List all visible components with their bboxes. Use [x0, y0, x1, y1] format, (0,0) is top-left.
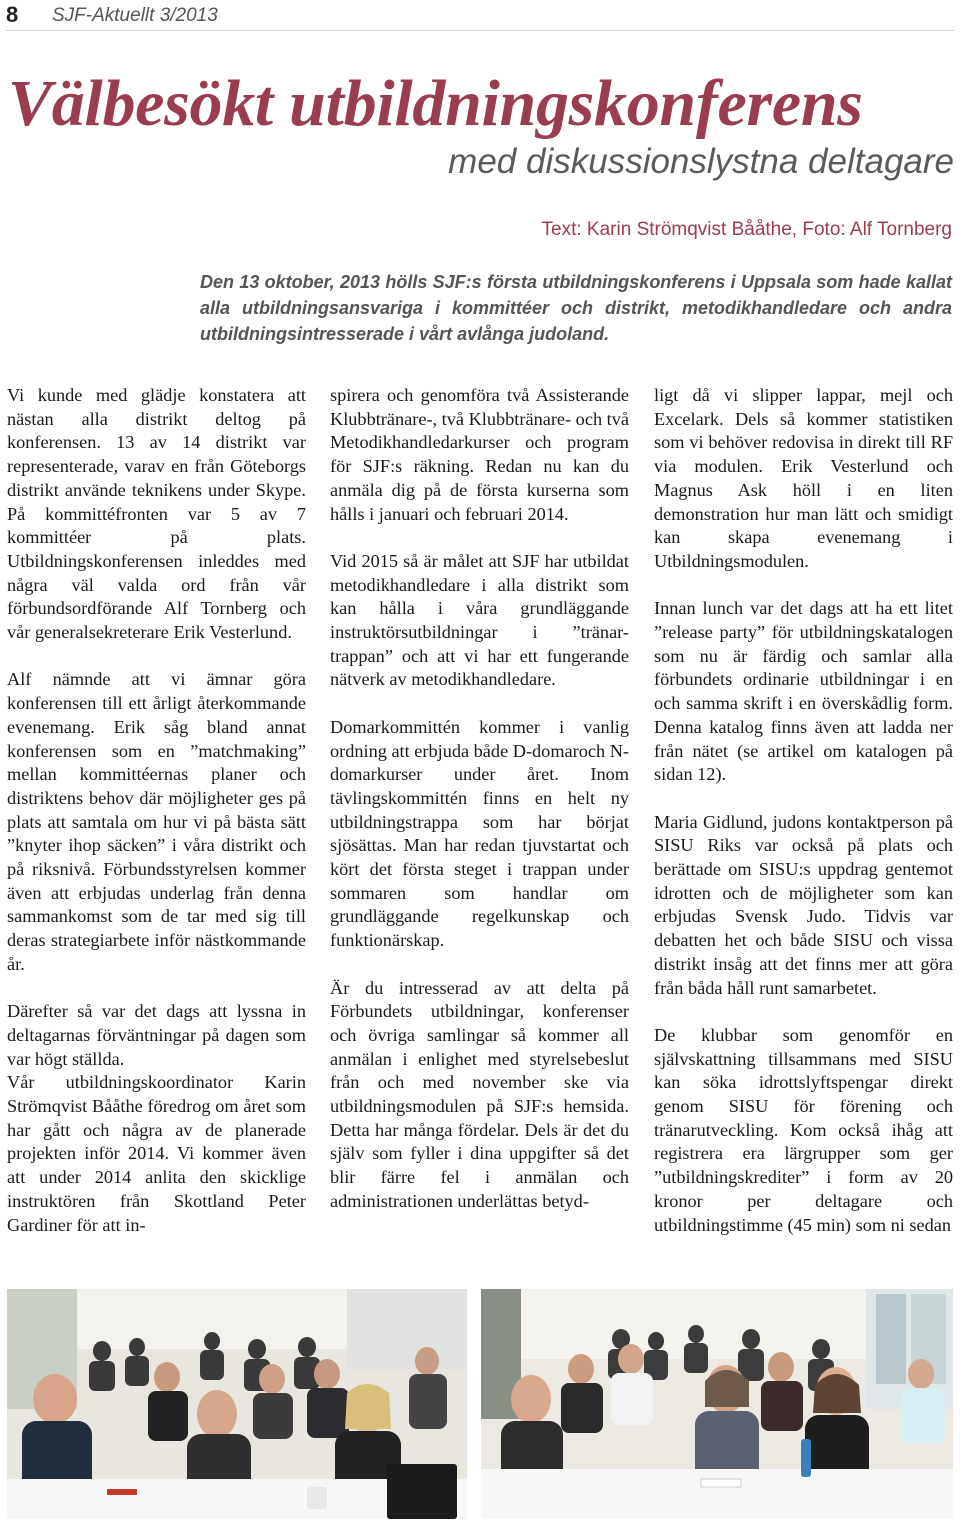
conference-photo-right — [481, 1289, 953, 1519]
paragraph: spirera och genomföra två Assisterande Klubbtränare-, två Klubbtränare- och två Metodikhandledarkurser och program för SJF:s räkning. Redan nu kan du anmäla dig på de första kurserna som hålls i januari och februari 2014. — [330, 385, 629, 524]
conference-photo-left — [7, 1289, 467, 1519]
paragraph: Innan lunch var det dags att ha ett litet ”release party” för utbildningskatalogen som nu är färdig och samlar alla förbundets ordinarie utbildningar i en och samma skrift i en överskådlig form. Denna katalog finns även att ladda ner från nätet (se artikel om katalogen på sidan 12). — [654, 598, 953, 785]
paragraph: De klubbar som genomför en självskattning tillsammans med SISU kan söka idrottslyftspengar direkt genom SISU för förening och tränarutveckling. Kom också ihåg att registrera era lärgrupper som ger ”utbildningskrediter” i form av 20 kronor per deltagare och utbildningstimme (45 min) som ni sedan — [654, 1024, 953, 1235]
paragraph: Maria Gidlund, judons kontaktperson på SISU Riks var också på plats och berättade om SISU:s uppdrag gentemot idrotten och de möjligheter som kan erbjudas Svensk Judo. Tidvis var debatten het och både SISU och vissa distrikt insåg att det finns mer att göra från båda håll runt samarbetet. — [654, 811, 953, 998]
article-subtitle: med diskussionslystna deltagare — [448, 142, 954, 181]
paragraph: Alf nämnde att vi ämnar göra konferensen till ett årligt återkommande evenemang. Erik såg bland annat konferensen som en ”matchmaking” mellan kommittéernas planer och distriktens behov där möjligheter ges på plats att samtala om hur vi på bästa sätt ”knyter ihop säcken” i våra distrikt och på riksnivå. Förbundsstyrelsen kommer även att erbjudas underlag från denna sammankomst som de tar med sig till deras strategiarbete inför nästkommande år. — [7, 669, 306, 974]
paragraph: Därefter så var det dags att lyssna in deltagarnas förväntningar på dagen som var högt ställda. — [7, 1001, 306, 1069]
paragraph: ligt då vi slipper lappar, mejl och Excelark. Dels så kommer statistiken som vi behöver redovisa in direkt till RF via modulen. Erik Vesterlund och Magnus Ask höll i en liten demonstration hur man lätt och smidigt kan skapa evenemang i Utbildningsmodulen. — [654, 385, 953, 571]
byline: Text: Karin Strömqvist Bååthe, Foto: Alf Tornberg — [541, 219, 952, 240]
column-1 — [7, 384, 306, 1237]
publication-name: SJF-Aktuellt 3/2013 — [52, 5, 218, 26]
article-title: Välbesökt utbildningskonferens — [8, 67, 863, 140]
paragraph: Vår utbildningskoordinator Karin Strömqvist Bååthe föredrog om året som har gått och några av de planerade projekten inför 2014. Vi kommer även att under 2014 anlita den skicklige instruktören från Skottland Peter Gardiner för att in- — [7, 1072, 306, 1235]
paragraph: Vid 2015 så är målet att SJF har utbildat metodikhandledare i alla distrikt som kan hålla i våra grundläggande instruktörsutbildningar i ”tränar-trappan” och att vi har ett fungerande nätverk av metodikhandledare. — [330, 550, 629, 690]
column-3 — [654, 384, 953, 1237]
paragraph: Är du intresserad av att delta på Förbundets utbildningar, konferenser och övriga samlingar så kommer all anmälan i enlighet med styrelsebeslut från och med november ske via utbildningsmodulen på SJF:s hemsida. Detta har många fördelar. Dels är det du själv som fyller i dina uppgifter så det blir färre fel i anmälan och administrationen underlättas betyd- — [330, 977, 629, 1211]
page-header — [6, 0, 954, 31]
column-2 — [330, 384, 629, 1214]
paragraph: Domarkommittén kommer i vanlig ordning att erbjuda både D-domaroch N-domarkurser under året. Inom tävlingskommittén finns en helt ny utbildningstrappa som har börjat sjösättas. Man har redan tjuvstartat och kört det första steget i trappan under sommaren som handlar om grundläggande regelkunskap och funktionärskap. — [330, 716, 629, 951]
page-number: 8 — [6, 2, 19, 27]
ingress: Den 13 oktober, 2013 hölls SJF:s första utbildningskonferens i Uppsala som hade kallat alla utbildningsansvariga i kommittéer och distrikt, metodikhandledare och andra utbildningsintresserade i vårt avlånga judoland. — [200, 272, 952, 344]
paragraph: Vi kunde med glädje konstatera att nästan alla distrikt deltog på konferensen. 13 av 14 distrikt var representerade, varav en från Göteborgs distrikt använde teknikens under Skype. På kommittéfronten var 5 av 7 kommittéer på plats. Utbildningskonferensen inleddes med några väl valda ord från vår förbundsordförande Alf Tornberg och vår generalsekreterare Erik Vesterlund. — [7, 385, 306, 643]
